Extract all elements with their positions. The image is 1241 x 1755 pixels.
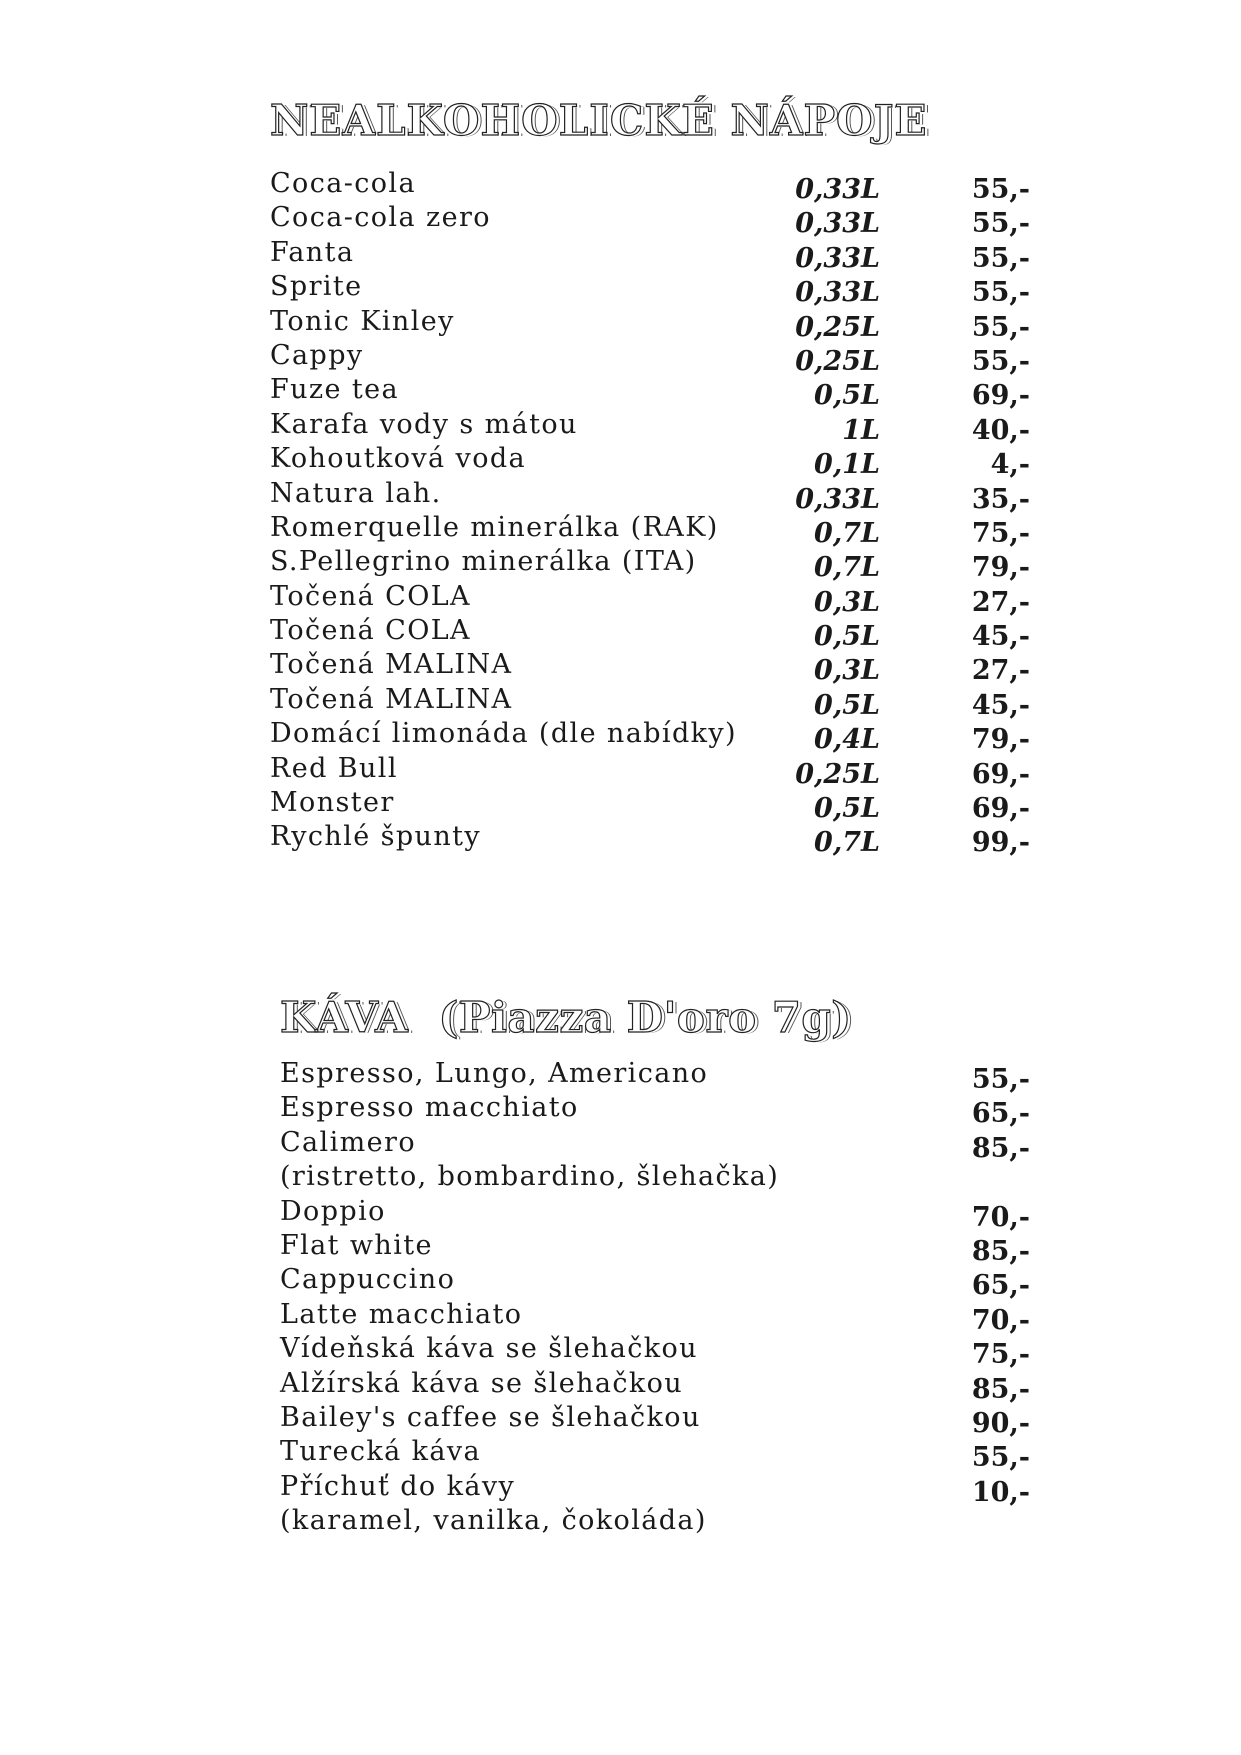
menu-item <box>280 1471 1030 1540</box>
item-name: Točená COLA <box>270 580 471 612</box>
item-name: Příchuť do kávy <box>280 1470 516 1502</box>
item-volume: 1L <box>842 414 880 446</box>
menu-item <box>270 305 1030 343</box>
item-price: 35,- <box>971 483 1030 515</box>
item-name: Espresso, Lungo, Americano <box>280 1058 709 1089</box>
item-volume: 0,4L <box>814 724 880 756</box>
item-volume: 0,33L <box>795 483 880 515</box>
item-volume: 0,1L <box>814 449 880 481</box>
menu-item <box>270 374 1030 412</box>
menu-item <box>280 1333 1030 1371</box>
item-price: 55,- <box>971 174 1030 205</box>
item-name: Coca-cola zero <box>270 202 491 234</box>
menu-item <box>270 511 1030 549</box>
item-price: 99,- <box>971 827 1030 859</box>
item-price: 55,- <box>971 1064 1030 1095</box>
item-price: 70,- <box>971 1201 1030 1233</box>
menu-item <box>270 615 1030 653</box>
menu-item <box>270 202 1030 240</box>
item-price: 4,- <box>990 449 1030 481</box>
item-price: 69,- <box>971 758 1030 790</box>
item-name: Točená MALINA <box>270 683 513 715</box>
menu-item <box>270 271 1030 309</box>
item-volume: 0,5L <box>814 621 880 653</box>
item-name: Natura lah. <box>270 477 442 509</box>
soft-drinks-title: NEALKOHOLICKÉ NÁPOJE <box>270 96 928 145</box>
item-price: 75,- <box>971 1339 1030 1371</box>
item-name: Turecká káva <box>280 1436 482 1468</box>
menu-item <box>270 787 1030 825</box>
menu-item <box>280 1264 1030 1302</box>
item-name: Sprite <box>270 271 363 303</box>
item-volume: 0,33L <box>795 174 880 205</box>
item-note: (ristretto, bombardino, šlehačka) <box>280 1160 780 1192</box>
menu-item <box>270 168 1030 205</box>
item-name: Točená COLA <box>270 615 471 647</box>
item-name: Domácí limonáda (dle nabídky) <box>270 718 737 750</box>
item-price: 55,- <box>971 242 1030 274</box>
item-name: Espresso macchiato <box>280 1092 579 1124</box>
item-volume: 0,7L <box>814 552 880 584</box>
item-volume: 0,5L <box>814 689 880 721</box>
menu-item <box>270 752 1030 790</box>
menu-item <box>280 1092 1030 1130</box>
menu-item <box>280 1195 1030 1233</box>
item-price: 70,- <box>971 1304 1030 1336</box>
item-name: Karafa vody s mátou <box>270 408 578 440</box>
item-volume: 0,25L <box>795 311 880 343</box>
menu-item <box>270 339 1030 377</box>
item-price: 40,- <box>971 414 1030 446</box>
item-name: Tonic Kinley <box>270 305 455 337</box>
item-name: S.Pellegrino minerálka (ITA) <box>270 546 697 578</box>
menu-item <box>280 1058 1030 1095</box>
item-price: 75,- <box>971 517 1030 549</box>
menu-item <box>270 236 1030 274</box>
menu-item <box>280 1436 1030 1474</box>
coffee-list <box>280 1058 1030 1540</box>
menu-item <box>280 1127 1030 1196</box>
item-name: Bailey's caffee se šlehačkou <box>280 1401 701 1433</box>
item-price: 65,- <box>971 1098 1030 1130</box>
item-price: 45,- <box>971 621 1030 653</box>
menu-item <box>270 683 1030 721</box>
item-price: 90,- <box>971 1407 1030 1439</box>
item-price: 79,- <box>971 552 1030 584</box>
item-price: 55,- <box>971 277 1030 309</box>
item-volume: 0,33L <box>795 208 880 240</box>
menu-item <box>270 443 1030 481</box>
item-note: (karamel, vanilka, čokoláda) <box>280 1504 707 1536</box>
item-name: Calimero <box>280 1126 416 1158</box>
menu-item <box>270 718 1030 756</box>
item-price: 85,- <box>971 1235 1030 1267</box>
item-price: 85,- <box>971 1132 1030 1164</box>
item-name: Monster <box>270 787 395 819</box>
menu-item <box>280 1229 1030 1267</box>
item-name: Točená MALINA <box>270 649 513 681</box>
item-price: 27,- <box>971 586 1030 618</box>
item-price: 79,- <box>971 724 1030 756</box>
item-price: 69,- <box>971 380 1030 412</box>
menu-item <box>270 477 1030 515</box>
item-price: 55,- <box>971 1442 1030 1474</box>
item-price: 85,- <box>971 1373 1030 1405</box>
soft-drinks-list <box>270 168 1030 859</box>
item-name: Cappuccino <box>280 1264 456 1296</box>
menu-item <box>280 1367 1030 1405</box>
menu-item <box>270 821 1030 859</box>
menu-item <box>270 580 1030 618</box>
item-volume: 0,33L <box>795 277 880 309</box>
item-price: 27,- <box>971 655 1030 687</box>
item-name: Fuze tea <box>270 374 400 406</box>
item-price: 55,- <box>971 208 1030 240</box>
item-volume: 0,33L <box>795 242 880 274</box>
item-volume: 0,3L <box>814 586 880 618</box>
item-price: 65,- <box>971 1270 1030 1302</box>
item-name: Fanta <box>270 236 355 268</box>
item-name: Flat white <box>280 1229 433 1261</box>
item-volume: 0,5L <box>814 380 880 412</box>
item-price: 45,- <box>971 689 1030 721</box>
item-name: Kohoutková voda <box>270 443 527 475</box>
item-price: 69,- <box>971 793 1030 825</box>
item-name: Red Bull <box>270 752 398 784</box>
item-volume: 0,5L <box>814 793 880 825</box>
item-name: Cappy <box>270 339 364 371</box>
menu-item <box>270 546 1030 584</box>
item-name: Doppio <box>280 1195 386 1227</box>
menu-item <box>270 649 1030 687</box>
item-volume: 0,25L <box>795 345 880 377</box>
item-price: 10,- <box>971 1476 1030 1508</box>
item-volume: 0,7L <box>814 517 880 549</box>
item-name: Alžírská káva se šlehačkou <box>280 1367 684 1399</box>
coffee-title: KÁVA (Piazza D'oro 7g) <box>280 993 852 1042</box>
menu-item <box>280 1401 1030 1439</box>
item-price: 55,- <box>971 345 1030 377</box>
item-name: Latte macchiato <box>280 1298 523 1330</box>
item-name: Vídeňská káva se šlehačkou <box>280 1333 698 1365</box>
menu-item <box>280 1298 1030 1336</box>
item-name: Rychlé špunty <box>270 821 482 853</box>
item-volume: 0,7L <box>814 827 880 859</box>
item-name: Romerquelle minerálka (RAK) <box>270 511 719 543</box>
item-price: 55,- <box>971 311 1030 343</box>
item-volume: 0,3L <box>814 655 880 687</box>
menu-item <box>270 408 1030 446</box>
item-name: Coca-cola <box>270 168 416 199</box>
item-volume: 0,25L <box>795 758 880 790</box>
